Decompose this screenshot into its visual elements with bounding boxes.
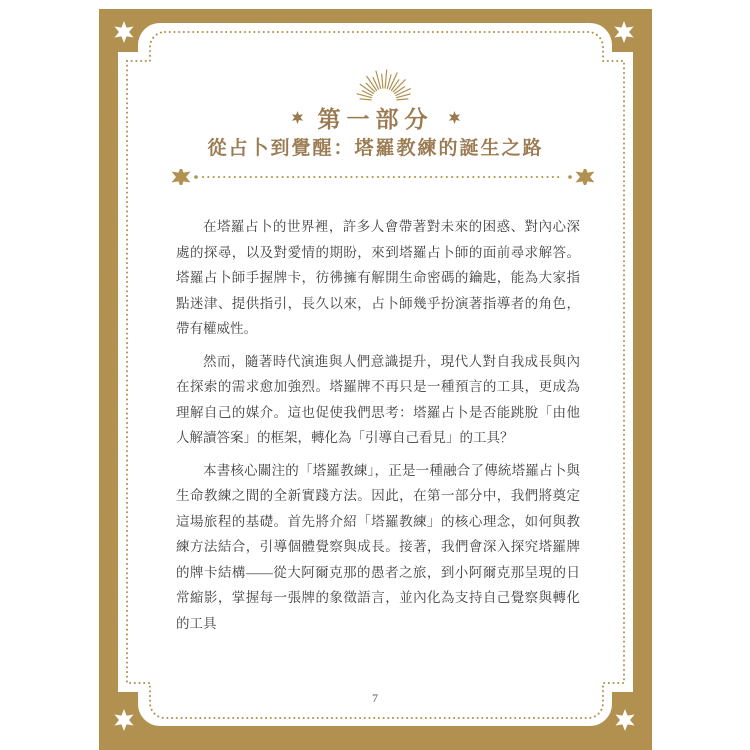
paragraph-3: 本書核心關注的「塔羅教練」，正是一種融合了傳統塔羅占卜與生命教練之間的全新實踐方法。因此，在第一部分中，我們將奠定這場旅程的基礎。首先將介紹「塔羅教練」的核心理念，如何與教練方法結合，引導個體覺察與成長。接著，我們會深入探究塔羅牌的牌卡結構——從大阿爾克那的愚者之旅，到小阿爾克那呈現的日常縮影，掌握每一張牌的象徵語言，並內化為支持自己覺察與轉化的工具: [176, 462, 580, 631]
part-title-row: [118, 101, 633, 134]
title-star-icon: [448, 111, 461, 124]
divider-star-icon: [172, 169, 191, 185]
divider-star-icon: [575, 169, 594, 185]
chapter-subtitle: 從占卜到覺醒：塔羅教練的誕生之路: [207, 138, 544, 159]
divider-dot: [568, 175, 572, 179]
page-number: 7: [372, 691, 378, 705]
part-title: 第一部分: [317, 107, 434, 132]
paragraph-1: 在塔羅占卜的世界裡，許多人會帶著對未來的困惑、對內心深處的探尋，以及對愛情的期盼，來到塔羅占卜師的面前尋求解答。塔羅占卜師手握牌卡，彷彿擁有解開生命密碼的鑰匙，能為大家指點迷津、提供指引，長久以來，占卜師幾乎扮演著指導者的角色，帶有權威性。: [176, 219, 580, 336]
body-text-block: [176, 214, 580, 643]
sunburst-rays-icon: [339, 55, 429, 103]
divider-dot: [194, 175, 198, 179]
paragraph-2: 然而，隨著時代演進與人們意識提升，現代人對自我成長與內在探索的需求愈加強烈。塔羅牌不再只是一種預言的工具，更成為理解自己的媒介。這也促使我們思考：塔羅占卜是否能跳脫「由他人解讀答案」的框架，轉化為「引導自己看見」的工具？: [176, 353, 580, 445]
title-star-icon: [291, 111, 304, 124]
section-divider: [172, 169, 594, 185]
